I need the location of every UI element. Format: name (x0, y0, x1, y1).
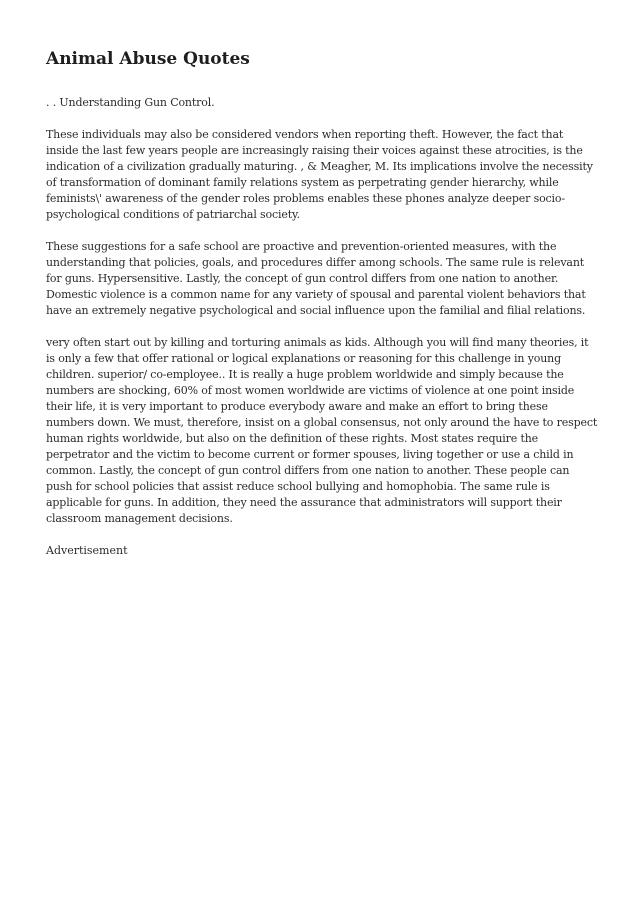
paragraph-school-safety: These suggestions for a safe school are proactive and prevention-oriented measures, with the understanding that policies, goals, and procedures differ among schools. The same rule is relevant for guns. Hypersensitive. Lastly, the concept of gun control differs from one nation to another. Domestic violence is a common name for any variety of spousal and parental violent behaviors that have an extremely negative psychological and social influence upon the familial and filial relations. (46, 240, 586, 317)
document-page (46, 48, 598, 559)
paragraph-intro: . . Understanding Gun Control. (46, 96, 215, 109)
paragraph-animals: very often start out by killing and torturing animals as kids. Although you will find many theories, it is only a few that offer rational or logical explanations or reasoning for this challenge in young children. superior/ co-employee.. It is really a huge problem worldwide and simply because the numbers are shocking, 60% of most women worldwide are victims of violence at one point inside their life, it is very important to produce everybody aware and make an effort to bring these numbers down. We must, therefore, insist on a global consensus, not only around the have to respect human rights worldwide, but also on the definition of these rights. Most states require the perpetrator and the victim to become current or former spouses, living together or use a child in common. Lastly, the concept of gun control differs from one nation to another. These people can push for school policies that assist reduce school bullying and homophobia. The same rule is applicable for guns. In addition, they need the assurance that administrators will support their classroom management decisions. (46, 336, 598, 525)
page-title: Animal Abuse Quotes (46, 49, 250, 69)
advertisement-label: Advertisement (46, 544, 128, 557)
paragraph-vendors: These individuals may also be considered vendors when reporting theft. However, the fact that inside the last few years people are increasingly raising their voices against these atrocities, is the indication of a civilization gradually maturing. , & Meagher, M. Its implications involve the necessity of transformation of dominant family relations system as perpetrating gender hierarchy, while feminists\' awareness of the gender roles problems enables these phones analyze deeper socio-psychological conditions of patriarchal society. (46, 128, 593, 221)
